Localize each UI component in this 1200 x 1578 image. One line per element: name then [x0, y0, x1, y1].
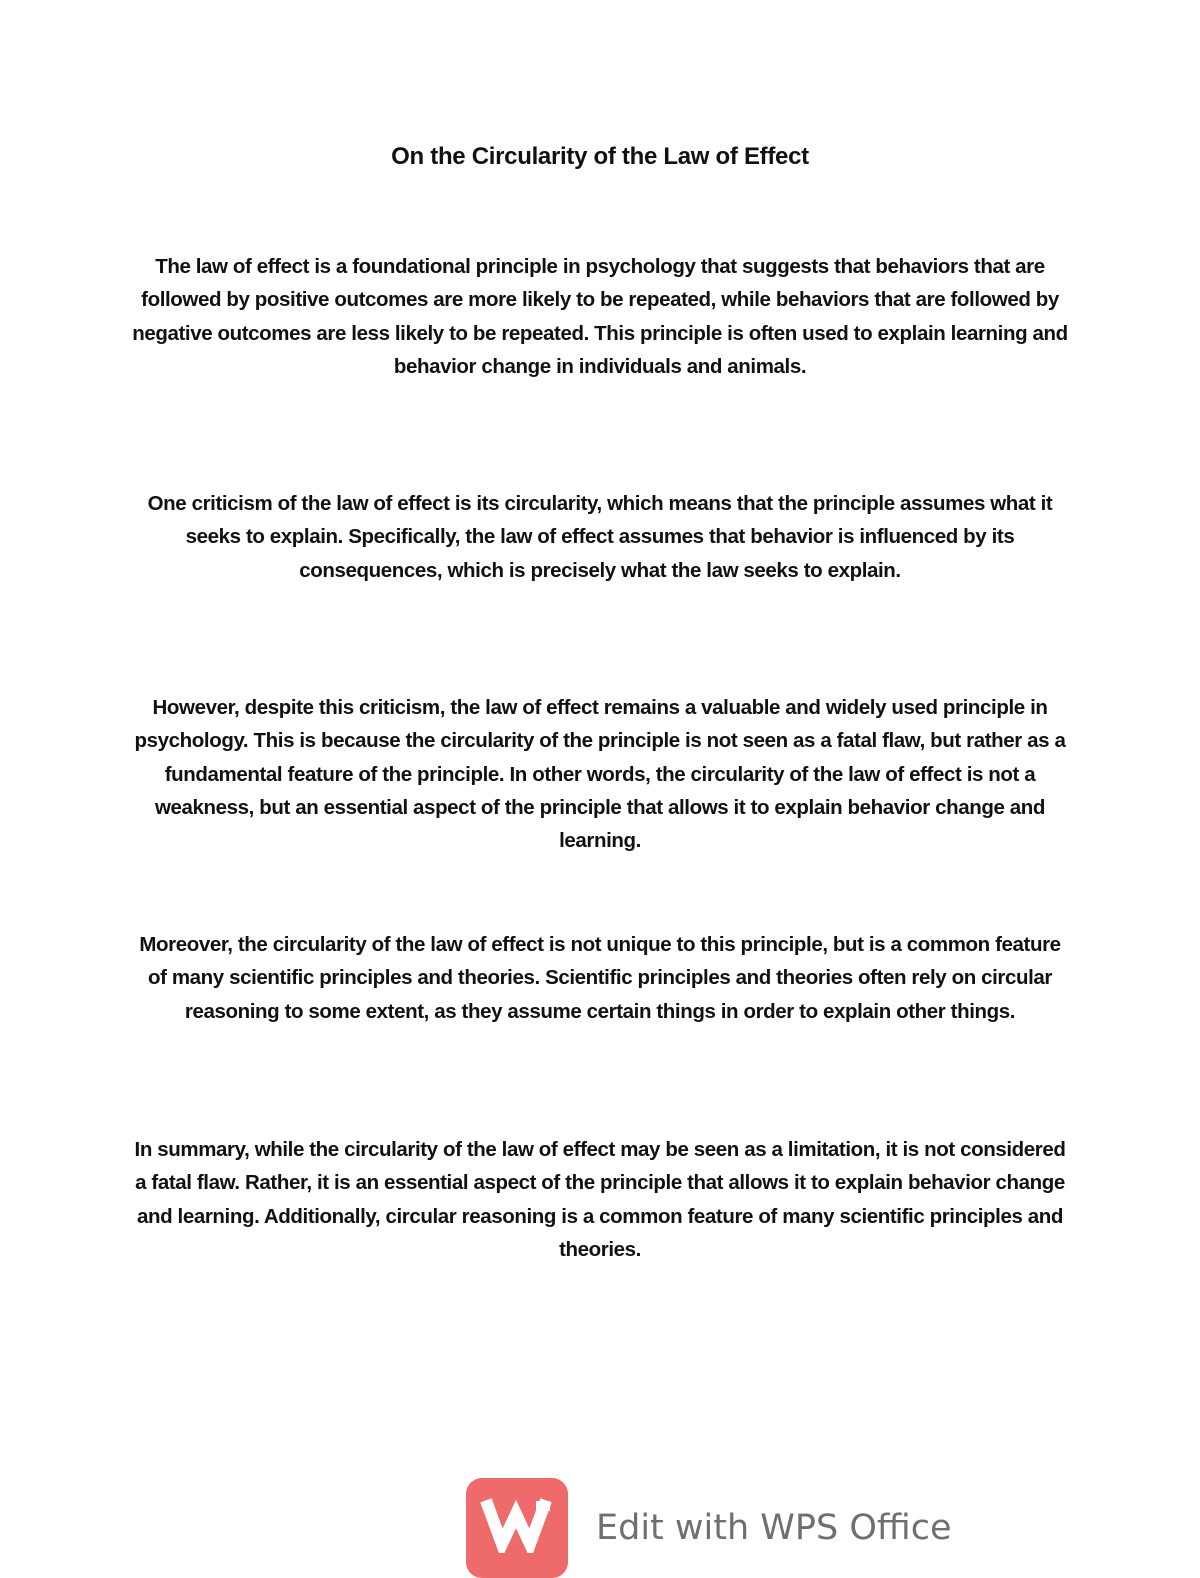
paragraph-5: In summary, while the circularity of the law of effect may be seen as a limitation, it is not considered a fatal flaw. Rather, it is an essential aspect of the principle that allows it to explain behavior change and learning. Additionally, circular reasoning is a common feature of many scientific principles and theories. [134, 1138, 1066, 1261]
paragraph-1: The law of effect is a foundational principle in psychology that suggests that behaviors that are followed by positive outcomes are more likely to be repeated, while behaviors that are followed by negative outcomes are less likely to be repeated. This principle is often used to explain learning and behavior change in individuals and animals. [132, 255, 1068, 378]
wps-watermark-text: Edit with WPS Office [596, 1508, 952, 1548]
paragraph-2: One criticism of the law of effect is its circularity, which means that the principle assumes what it seeks to explain. Specifically, the law of effect assumes that behavior is influenced by its consequences, which is precisely what the law seeks to explain. [147, 492, 1053, 582]
document-title: On the Circularity of the Law of Effect [391, 143, 809, 170]
wps-office-logo-icon [466, 1478, 568, 1578]
paragraph-4: Moreover, the circularity of the law of effect is not unique to this principle, but is a common feature of many scientific principles and theories. Scientific principles and theories often rely on circular reasoning to some extent, as they assume certain things in order to explain other things. [139, 933, 1061, 1023]
wps-watermark[interactable] [466, 1478, 1026, 1553]
paragraph-3: However, despite this criticism, the law of effect remains a valuable and widely used principle in psychology. This is because the circularity of the principle is not seen as a fatal flaw, but rather as a fundamental feature of the principle. In other words, the circularity of the law of effect is not a weakness, but an essential aspect of the principle that allows it to explain behavior change and learning. [134, 696, 1066, 853]
